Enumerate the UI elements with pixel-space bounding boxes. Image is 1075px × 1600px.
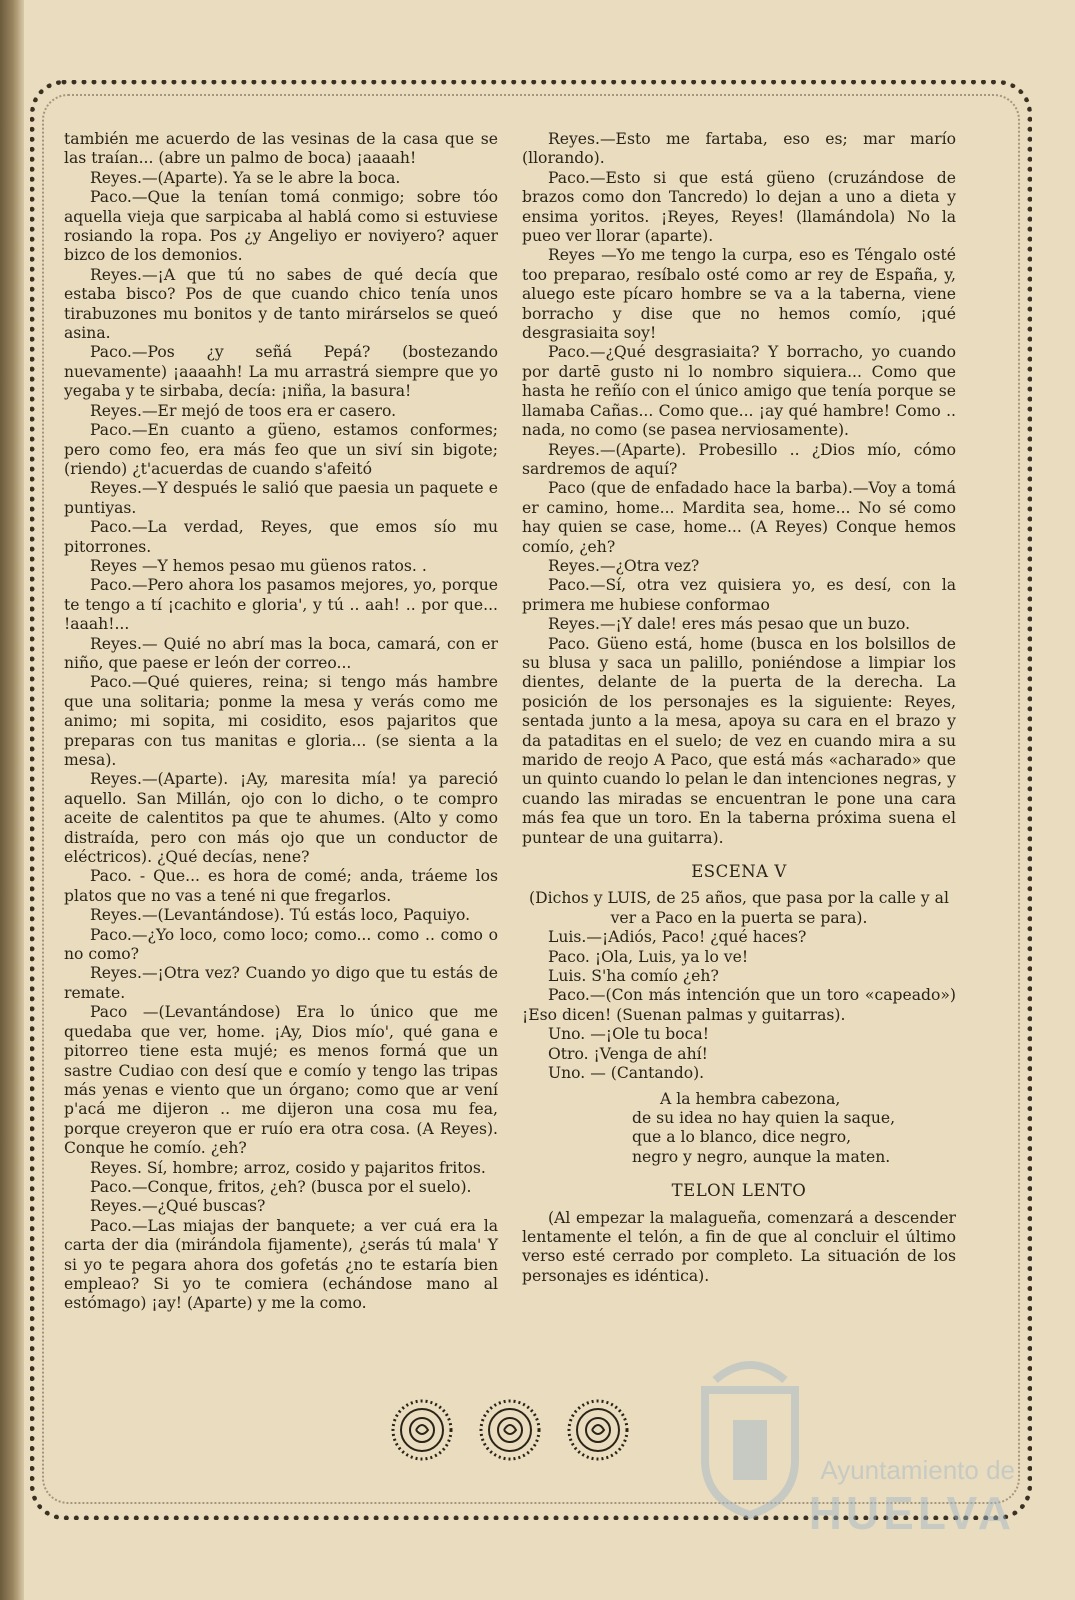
paragraph: Paco.—Las miajas der banquete; a ver cuá era la carta der dia (mirándola fijamente), ¿serás tú mala' Y si yo te pegara ahora dos gofetás ¿no te estaría bien empleao? Si yo te comiera (echándose mano al estómago) ¡ay! (Aparte) y me la como. — [64, 1216, 498, 1313]
paragraph: Reyes.—(Aparte). Ya se le abre la boca. — [90, 168, 401, 187]
paragraph: Reyes.—¡A que tú no sabes de qué decía que estaba bisco? Pos de que cuando chico tenía unos tirabuzones mu bonitos y de tanto mirárselos se queó asina. — [64, 265, 498, 343]
paragraph: Paco.—Qué quieres, reina; si tengo más hambre que una solitaria; ponme la mesa y verás como me animo; mi sopita, mi cosidito, esos pajaritos que preparas con tus manitas e gloria... (se sienta a la mesa). — [64, 673, 498, 769]
paragraph: Reyes.—Er mejó de toos era er casero. — [90, 401, 397, 420]
watermark — [685, 1350, 1015, 1550]
coat-of-arms-icon — [685, 1350, 815, 1520]
verse-line: de su idea no hay quien la saque, — [632, 1108, 896, 1127]
rose-ornament-icon — [478, 1398, 542, 1462]
paragraph: Reyes.—¡Otra vez? Cuando yo digo que tu estás de remate. — [64, 964, 498, 1002]
dialog-line: Uno. —¡Ole tu boca! — [548, 1025, 709, 1044]
end-stage-direction: (Al empezar la malagueña, comenzará a descender lentamente el telón, a fin de que al concluir el último verso esté cerrado por completo. La situación de los personajes es idéntica). — [522, 1208, 956, 1285]
paragraph: Reyes —Yo me tengo la curpa, eso es Téngalo osté too preparao, resíbalo osté como ar rey de España, y, aluego este pícaro hombre se va a la taberna, viene borracho y dise que no hemos comío, ¡qué desgrasiaita soy! — [522, 246, 956, 343]
paragraph: Reyes.—(Levantándose). Tú estás loco, Paquiyo. — [90, 906, 471, 925]
page-binding-edge — [0, 0, 24, 1600]
paragraph: Reyes. Sí, hombre; arroz, cosido y pajaritos fritos. — [90, 1158, 486, 1177]
dialog-line: Paco.—(Con más intención que un toro «capeado») ¡Eso dicen! (Suenan palmas y guitarras). — [522, 986, 956, 1024]
scene-stage-direction: (Dichos y LUIS, de 25 años, que pasa por la calle y al ver a Paco en la puerta se para). — [529, 889, 949, 927]
rose-ornaments — [390, 1398, 630, 1462]
scene-heading: ESCENA V — [691, 862, 787, 882]
paragraph: Paco.—La verdad, Reyes, que emos sío mu pitorrones. — [64, 518, 498, 556]
paragraph: Paco.—¿Qué desgrasiaita? Y borracho, yo cuando por dartē gusto ni lo nombro siquiera... Como que hasta he reñío con el único amigo que tenía porque se llamaba Cañas... Como que... ¡ay qué hambre! Como .. nada, no como (se pasea nerviosamente). — [522, 343, 956, 440]
paragraph: Paco.—Esto si que está güeno (cruzándose de brazos como don Tancredo) lo dejan a uno a dieta y ensima yoritos. ¡Reyes, Reyes! (llamándola) No la pueo ver llorar (aparte). — [522, 168, 956, 246]
paragraph: Reyes.— Quié no abrí mas la boca, camará, con er niño, que paese er león der correo... — [64, 634, 498, 672]
paragraph: Reyes.—(Aparte). Probesillo .. ¿Dios mío, cómo sardremos de aquí? — [522, 440, 956, 478]
paragraph: Paco —(Levantándose) Era lo único que me quedaba que ver, home. ¡Ay, Dios mío', qué gana e pitorreo tiene esta mujé; es menos formá que un sastre Cudiao con desí que e comío y tengo las tripas más yenas e viento que un órgano; como que ar vení p'acá me dijeron .. me dijeron una cosa mu fea, porque creyeron que er ruío era otra cosa. (A Reyes). Conque he comío. ¿eh? — [64, 1003, 498, 1158]
watermark-line2: HUELVA — [808, 1487, 1015, 1539]
dialog-line: Paco. ¡Ola, Luis, ya lo ve! — [548, 947, 749, 966]
end-heading: TELON LENTO — [671, 1181, 807, 1201]
dialog-line: Luis.—¡Adiós, Paco! ¿qué haces? — [548, 928, 807, 947]
left-text-column — [64, 130, 498, 1314]
paragraph: Reyes.—¿Otra vez? — [548, 556, 700, 575]
paragraph: Reyes.—Esto me fartaba, eso es; mar marío (llorando). — [522, 130, 956, 168]
paragraph: Paco.—Pero ahora los pasamos mejores, yo, porque te tengo a tí ¡cachito e gloria', y tú .. aah! .. por que... !aaah!... — [64, 576, 498, 634]
paragraph: Paco.—En cuanto a güeno, estamos conformes; pero como feo, era más feo que un siví sin bigote; (riendo) ¿t'acuerdas de cuando s'afeitó — [64, 421, 498, 478]
right-paragraphs — [522, 130, 956, 848]
paragraph: también me acuerdo de las vesinas de la casa que se las traían... (abre un palmo de boca) ¡aaaah! — [64, 130, 498, 168]
right-text-column — [522, 130, 956, 1286]
paragraph: Paco.—Sí, otra vez quisiera yo, es desí, con la primera me hubiese conformao — [522, 576, 956, 614]
song-verse — [632, 1090, 956, 1168]
dialog-line: Otro. ¡Venga de ahí! — [548, 1044, 708, 1063]
paragraph: Paco (que de enfadado hace la barba).—Voy a tomá er camino, home... Mardita sea, home... No sé como hay quien se case, home... (A Reyes) Conque hemos comío, ¿eh? — [522, 479, 956, 556]
paragraph: Paco.—Conque, fritos, ¿eh? (busca por el suelo). — [90, 1177, 472, 1196]
paragraph: Paco.—Pos ¿y señá Pepá? (bostezando nuevamente) ¡aaaahh! La mu arrastrá siempre que yo yegaba y te sirbaba, decía: ¡niña, la basura! — [64, 343, 498, 401]
paragraph: Paco.—¿Yo loco, como loco; como... como .. como o no como? — [64, 925, 498, 964]
verse-line: negro y negro, aunque la maten. — [632, 1147, 891, 1166]
rose-ornament-icon — [566, 1398, 630, 1462]
paragraph: Paco.—Que la tenían tomá conmigo; sobre tóo aquella vieja que sarpicaba al hablá como si estuviese rosiando la ropa. Pos ¿y Angeliyo er noviyero? aquer bizco de los demonios. — [64, 188, 498, 265]
paragraph: Reyes.—¡Y dale! eres más pesao que un buzo. — [548, 615, 911, 634]
verse-line: que a lo blanco, dice negro, — [632, 1128, 852, 1147]
paragraph: Reyes.—(Aparte). ¡Ay, maresita mía! ya pareció aquello. San Millán, ojo con lo dicho, o te compro aceite de calentitos pa que te ahumes. (Alto y como distraída, pero con más ojo que un conductor de eléctricos). ¿Qué decías, nene? — [64, 770, 498, 867]
scene-dialog — [522, 928, 956, 1083]
paragraph: Paco. - Que... es hora de comé; anda, tráeme los platos que no vas a tené ni que fregarlos. — [64, 867, 498, 905]
paragraph: Reyes.—¿Qué buscas? — [90, 1197, 266, 1216]
watermark-line1: Ayuntamiento de — [820, 1455, 1015, 1485]
paragraph: Reyes.—Y después le salió que paesia un paquete e puntiyas. — [64, 479, 498, 517]
dialog-line: Luis. S'ha comío ¿eh? — [548, 967, 719, 986]
rose-ornament-icon — [390, 1398, 454, 1462]
paragraph: Reyes —Y hemos pesao mu güenos ratos. . — [90, 556, 427, 575]
paragraph: Paco. Güeno está, home (busca en los bolsillos de su blusa y saca un palillo, poniéndose a limpiar los dientes, delante de la puerta de la derecha. La posición de los personajes es la siguiente: Reyes, sentada junto a la mesa, apoya su cara en el brazo y da pataditas en el suelo; de vez en cuando mira a su marido de reojo A Paco, que está más «acharado» que un quinto cuando lo pelan le dan intenciones negras, y cuando las miradas se encuentran le pone una cara más fea que un toro. En la taberna próxima suena el puntear de una guitarra). — [522, 634, 956, 847]
dialog-line: Uno. — (Cantando). — [548, 1064, 705, 1083]
verse-line: A la hembra cabezona, — [660, 1089, 841, 1108]
